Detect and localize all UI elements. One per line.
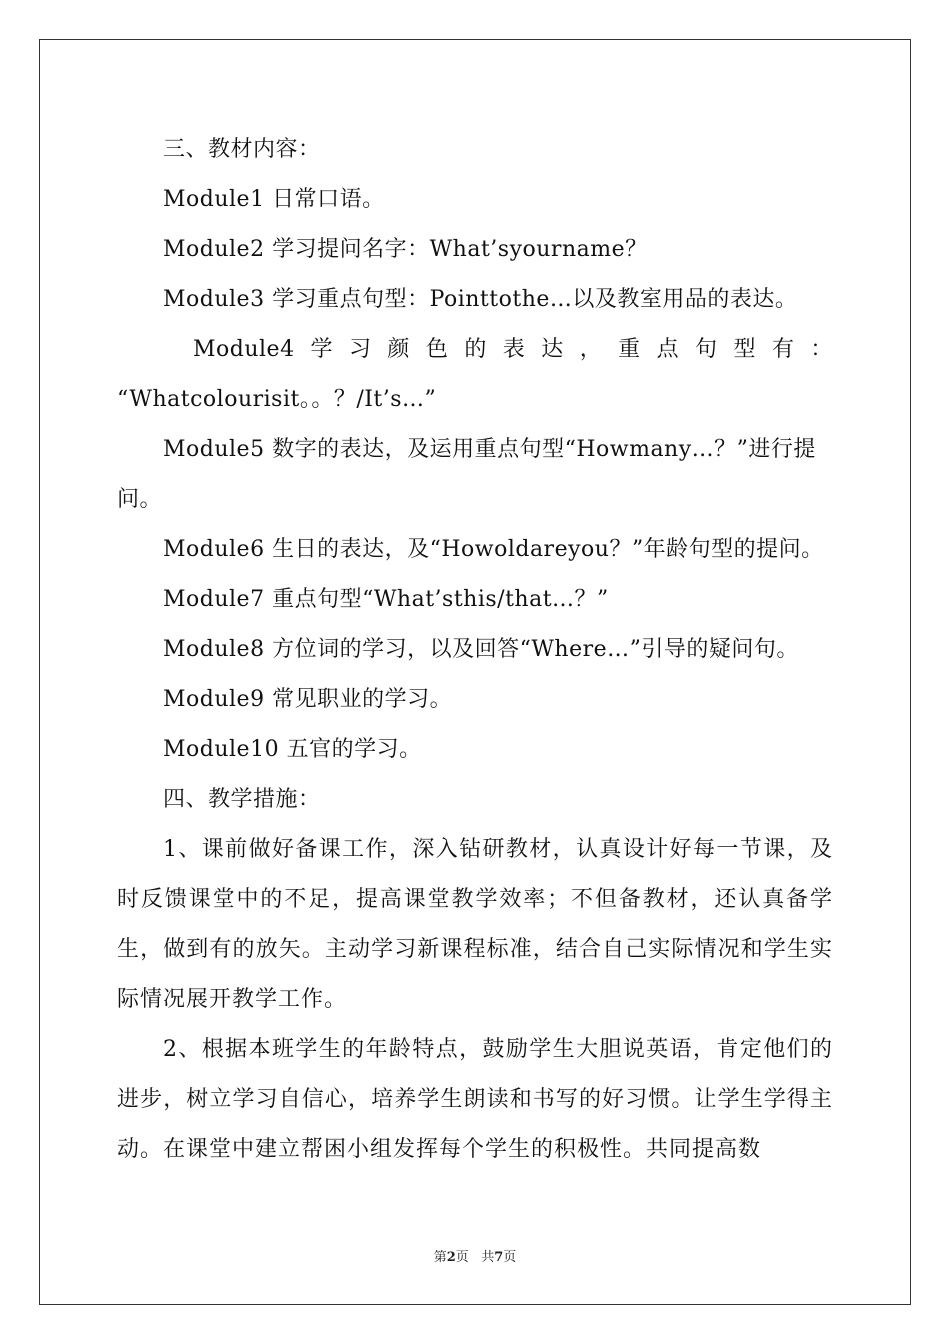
module4-char: 重 [618,337,641,362]
module-line: Module8 方位词的学习，以及回答“Where…”引导的疑问句。 [163,637,799,662]
footer-suffix: 页 [503,1250,517,1265]
page-number: 2 [446,1250,456,1265]
document-body [117,125,833,1175]
footer-prefix: 第 [433,1250,447,1265]
paragraph-2: 2、根据本班学生的年龄特点，鼓励学生大胆说英语，肯定他们的进步，树立学习自信心，培养学生朗读和书写的好习惯。让学生学得主动。在课堂中建立帮困小组发挥每个学生的积极性。共同提高数 [117,1037,833,1162]
module4-char: ， [579,337,603,362]
module4-char: 句 [695,337,718,362]
footer-mid: 页 共 [455,1250,495,1265]
module5-line-cont: 问。 [117,487,163,512]
module4-char: ： [810,337,833,362]
section-heading-4: 四、教学措施： [163,787,321,812]
module4-line-cont: “Whatcolourisit。。？/It’s…” [117,387,437,412]
module-line: Module6 生日的表达，及“Howoldareyou？”年龄句型的提问。 [163,537,824,562]
module4-char: 表 [502,337,526,362]
module-line: Module7 重点句型“What’sthis/that…？” [163,587,609,612]
module-line: Module10 五官的学习。 [163,737,422,762]
module4-char: 色 [425,337,449,362]
module4-char: 达 [541,337,564,362]
module-line: Module1 日常口语。 [163,187,385,212]
paragraph-1: 1、课前做好备课工作，深入钻研教材，认真设计好每一节课，及时反馈课堂中的不足，提高课堂教学效率；不但备教材，还认真备学生，做到有的放矢。主动学习新课程标准，结合自己实际情况和学生实际情况展开教学工作。 [117,837,833,1012]
module4-char: 有 [771,337,795,362]
module4-char: 学 [310,337,334,362]
module4-char: 习 [348,337,372,362]
module-line: Module9 常见职业的学习。 [163,687,453,712]
module4-line [117,325,833,375]
section-heading-3: 三、教材内容： [163,137,321,162]
page-footer [0,1246,950,1265]
module4-char: 的 [464,337,487,362]
module4-word: Module4 [193,337,295,362]
module5-line: Module5 数字的表达，及运用重点句型“Howmany…？”进行提 [163,437,816,462]
total-pages: 7 [494,1250,504,1265]
module-line: Module3 学习重点句型：Pointtothe…以及教室用品的表达。 [163,287,798,312]
module4-char: 型 [733,337,757,362]
module-line: Module2 学习提问名字：What’syourname？ [163,237,648,262]
module4-char: 颜 [387,337,410,362]
module4-char: 点 [656,337,680,362]
